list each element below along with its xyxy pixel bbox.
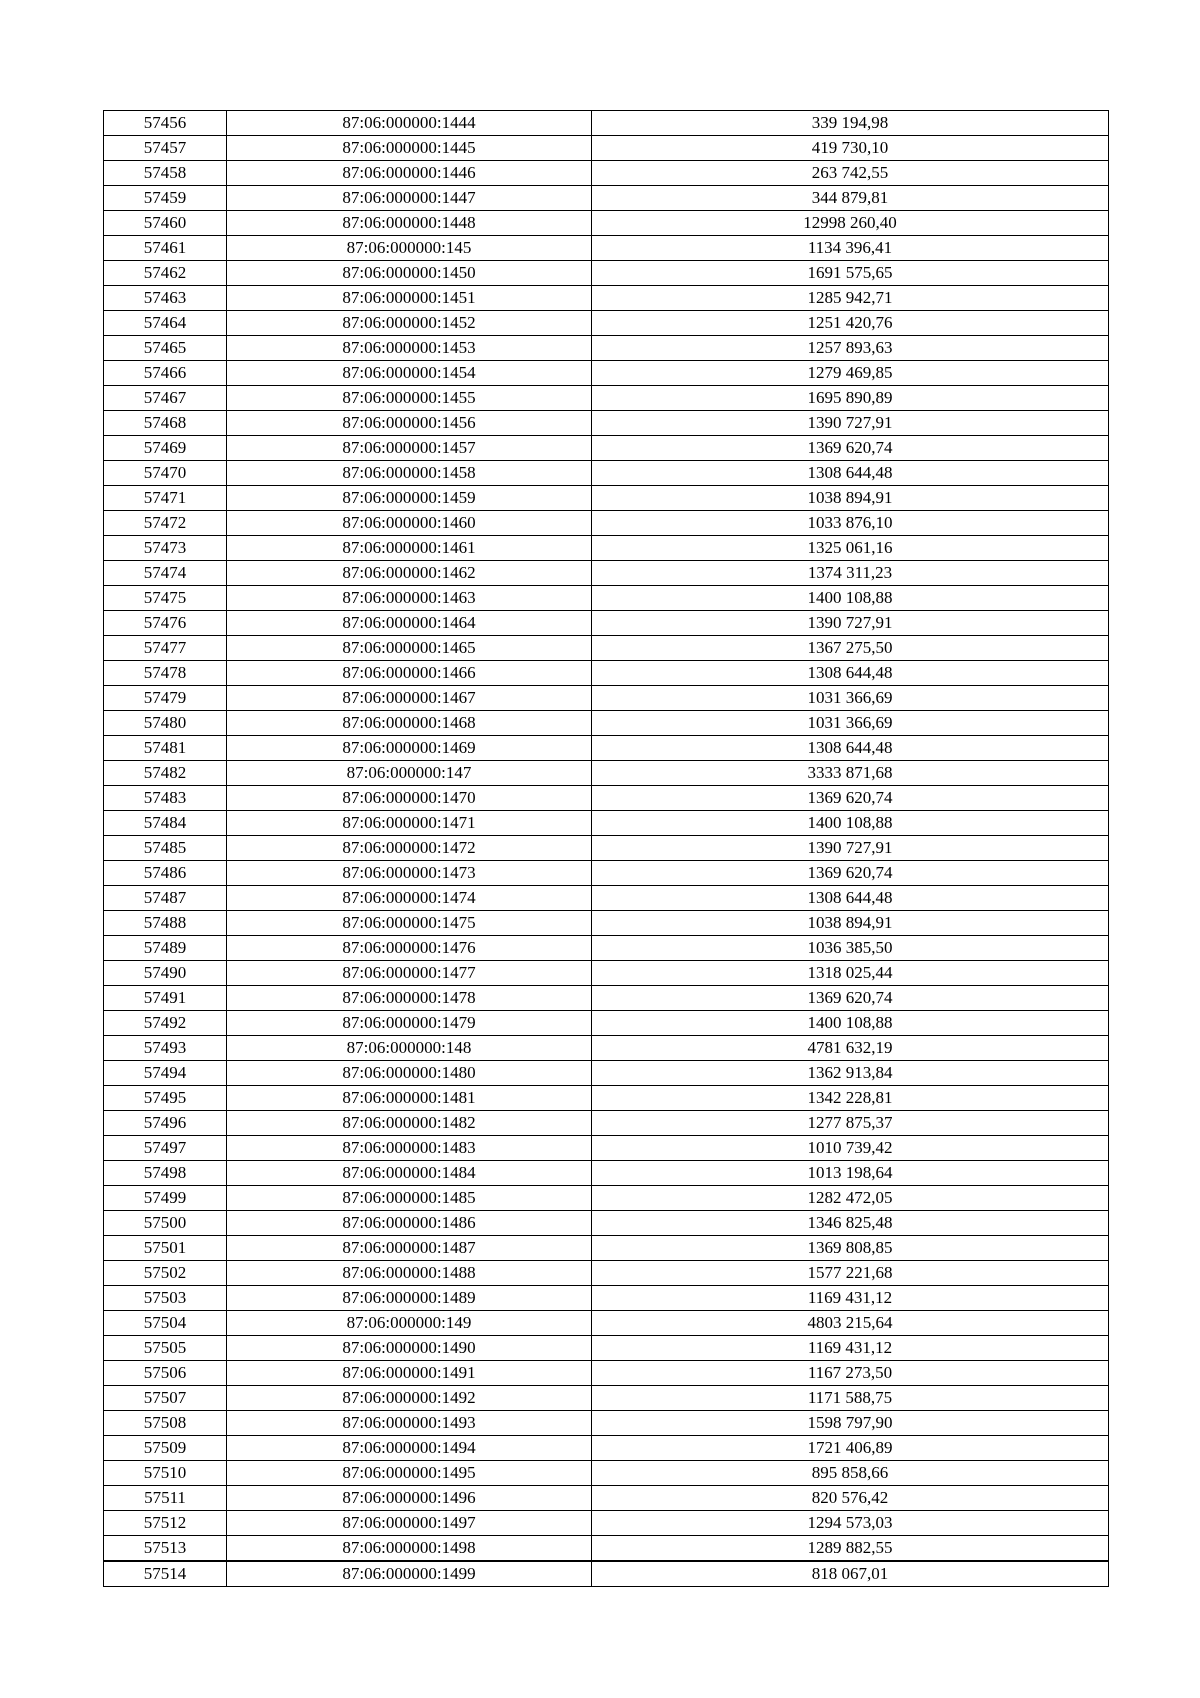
cadastral-number-cell: 87:06:000000:1471 [227,811,592,836]
row-number-cell: 57512 [104,1511,227,1536]
row-number-cell: 57480 [104,711,227,736]
cadastral-value-cell: 1038 894,91 [592,911,1109,936]
table-row [104,711,1109,736]
row-number-cell: 57475 [104,586,227,611]
cadastral-number-cell: 87:06:000000:1499 [227,1561,592,1587]
cadastral-value-cell: 1691 575,65 [592,261,1109,286]
cadastral-value-cell: 1400 108,88 [592,1011,1109,1036]
cadastral-number-cell: 87:06:000000:1475 [227,911,592,936]
table-row [104,211,1109,236]
row-number-cell: 57458 [104,161,227,186]
table-row [104,1136,1109,1161]
cadastral-value-cell: 1167 273,50 [592,1361,1109,1386]
table-row [104,336,1109,361]
table-row [104,1386,1109,1411]
table-row [104,911,1109,936]
cadastral-value-cell: 1577 221,68 [592,1261,1109,1286]
table-row [104,1186,1109,1211]
cadastral-number-cell: 87:06:000000:1454 [227,361,592,386]
row-number-cell: 57465 [104,336,227,361]
cadastral-number-cell: 87:06:000000:1478 [227,986,592,1011]
cadastral-number-cell: 87:06:000000:1487 [227,1236,592,1261]
cadastral-value-cell: 1036 385,50 [592,936,1109,961]
row-number-cell: 57495 [104,1086,227,1111]
cadastral-number-cell: 87:06:000000:1481 [227,1086,592,1111]
row-number-cell: 57497 [104,1136,227,1161]
cadastral-value-cell: 818 067,01 [592,1561,1109,1587]
table-row [104,561,1109,586]
cadastral-number-cell: 87:06:000000:1485 [227,1186,592,1211]
cadastral-number-cell: 87:06:000000:1477 [227,961,592,986]
cadastral-value-cell: 1598 797,90 [592,1411,1109,1436]
cadastral-value-cell: 1400 108,88 [592,586,1109,611]
cadastral-number-cell: 87:06:000000:1489 [227,1286,592,1311]
cadastral-value-cell: 1033 876,10 [592,511,1109,536]
row-number-cell: 57489 [104,936,227,961]
cadastral-value-table [103,110,1109,1587]
table-row [104,611,1109,636]
table-row [104,1111,1109,1136]
cadastral-number-cell: 87:06:000000:1450 [227,261,592,286]
cadastral-number-cell: 87:06:000000:1448 [227,211,592,236]
cadastral-number-cell: 87:06:000000:1486 [227,1211,592,1236]
cadastral-value-cell: 1277 875,37 [592,1111,1109,1136]
cadastral-value-cell: 1390 727,91 [592,411,1109,436]
cadastral-number-cell: 87:06:000000:1488 [227,1261,592,1286]
cadastral-number-cell: 87:06:000000:1457 [227,436,592,461]
cadastral-number-cell: 87:06:000000:147 [227,761,592,786]
row-number-cell: 57469 [104,436,227,461]
table-row [104,1286,1109,1311]
row-number-cell: 57506 [104,1361,227,1386]
cadastral-value-cell: 1031 366,69 [592,711,1109,736]
table-row [104,1511,1109,1536]
cadastral-number-cell: 87:06:000000:1498 [227,1536,592,1562]
row-number-cell: 57490 [104,961,227,986]
cadastral-number-cell: 87:06:000000:1476 [227,936,592,961]
cadastral-number-cell: 87:06:000000:1494 [227,1436,592,1461]
row-number-cell: 57509 [104,1436,227,1461]
cadastral-value-cell: 1369 620,74 [592,861,1109,886]
row-number-cell: 57474 [104,561,227,586]
cadastral-value-cell: 1031 366,69 [592,686,1109,711]
cadastral-value-cell: 1325 061,16 [592,536,1109,561]
cadastral-number-cell: 87:06:000000:1497 [227,1511,592,1536]
table-row [104,836,1109,861]
cadastral-value-cell: 1346 825,48 [592,1211,1109,1236]
table-row [104,786,1109,811]
cadastral-value-cell: 1318 025,44 [592,961,1109,986]
cadastral-value-cell: 1308 644,48 [592,661,1109,686]
row-number-cell: 57479 [104,686,227,711]
cadastral-value-cell: 1169 431,12 [592,1286,1109,1311]
row-number-cell: 57470 [104,461,227,486]
cadastral-value-cell: 263 742,55 [592,161,1109,186]
cadastral-number-cell: 87:06:000000:1462 [227,561,592,586]
cadastral-number-cell: 87:06:000000:1453 [227,336,592,361]
row-number-cell: 57507 [104,1386,227,1411]
cadastral-value-cell: 4781 632,19 [592,1036,1109,1061]
cadastral-value-cell: 1289 882,55 [592,1536,1109,1562]
row-number-cell: 57485 [104,836,227,861]
table-row [104,886,1109,911]
row-number-cell: 57459 [104,186,227,211]
cadastral-value-cell: 1308 644,48 [592,886,1109,911]
cadastral-number-cell: 87:06:000000:148 [227,1036,592,1061]
row-number-cell: 57471 [104,486,227,511]
cadastral-value-cell: 1251 420,76 [592,311,1109,336]
row-number-cell: 57477 [104,636,227,661]
row-number-cell: 57460 [104,211,227,236]
cadastral-number-cell: 87:06:000000:1461 [227,536,592,561]
table-row [104,136,1109,161]
row-number-cell: 57486 [104,861,227,886]
row-number-cell: 57505 [104,1336,227,1361]
cadastral-value-cell: 1362 913,84 [592,1061,1109,1086]
cadastral-number-cell: 87:06:000000:1490 [227,1336,592,1361]
cadastral-value-cell: 1171 588,75 [592,1386,1109,1411]
row-number-cell: 57464 [104,311,227,336]
cadastral-number-cell: 87:06:000000:1463 [227,586,592,611]
table-row [104,986,1109,1011]
row-number-cell: 57504 [104,1311,227,1336]
table-row [104,1061,1109,1086]
row-number-cell: 57499 [104,1186,227,1211]
row-number-cell: 57508 [104,1411,227,1436]
row-number-cell: 57457 [104,136,227,161]
table-row [104,1211,1109,1236]
table-row [104,1486,1109,1511]
cadastral-value-cell: 3333 871,68 [592,761,1109,786]
cadastral-number-cell: 87:06:000000:1472 [227,836,592,861]
cadastral-number-cell: 87:06:000000:1473 [227,861,592,886]
row-number-cell: 57476 [104,611,227,636]
cadastral-value-cell: 1282 472,05 [592,1186,1109,1211]
row-number-cell: 57514 [104,1561,227,1587]
table-row [104,761,1109,786]
cadastral-number-cell: 87:06:000000:1496 [227,1486,592,1511]
row-number-cell: 57494 [104,1061,227,1086]
table-row [104,811,1109,836]
cadastral-number-cell: 87:06:000000:149 [227,1311,592,1336]
cadastral-value-cell: 1285 942,71 [592,286,1109,311]
cadastral-value-cell: 339 194,98 [592,111,1109,136]
row-number-cell: 57493 [104,1036,227,1061]
table-row [104,386,1109,411]
cadastral-value-cell: 1308 644,48 [592,461,1109,486]
cadastral-number-cell: 87:06:000000:1455 [227,386,592,411]
cadastral-number-cell: 87:06:000000:1459 [227,486,592,511]
table-row [104,461,1109,486]
cadastral-number-cell: 87:06:000000:1460 [227,511,592,536]
cadastral-value-cell: 1721 406,89 [592,1436,1109,1461]
cadastral-value-cell: 1695 890,89 [592,386,1109,411]
row-number-cell: 57473 [104,536,227,561]
table-row [104,511,1109,536]
row-number-cell: 57481 [104,736,227,761]
cadastral-number-cell: 87:06:000000:1467 [227,686,592,711]
cadastral-number-cell: 87:06:000000:1479 [227,1011,592,1036]
cadastral-number-cell: 87:06:000000:1465 [227,636,592,661]
cadastral-number-cell: 87:06:000000:1493 [227,1411,592,1436]
table-row [104,1336,1109,1361]
cadastral-number-cell: 87:06:000000:1484 [227,1161,592,1186]
table-row [104,936,1109,961]
cadastral-value-cell: 1367 275,50 [592,636,1109,661]
cadastral-number-cell: 87:06:000000:1446 [227,161,592,186]
table-row [104,636,1109,661]
table-row [104,1236,1109,1261]
cadastral-number-cell: 87:06:000000:1480 [227,1061,592,1086]
table-row [104,261,1109,286]
table-row [104,861,1109,886]
row-number-cell: 57496 [104,1111,227,1136]
cadastral-value-cell: 820 576,42 [592,1486,1109,1511]
cadastral-value-cell: 1342 228,81 [592,1086,1109,1111]
table-row [104,586,1109,611]
row-number-cell: 57500 [104,1211,227,1236]
row-number-cell: 57472 [104,511,227,536]
cadastral-number-cell: 87:06:000000:1470 [227,786,592,811]
cadastral-value-cell: 1013 198,64 [592,1161,1109,1186]
cadastral-value-cell: 895 858,66 [592,1461,1109,1486]
cadastral-value-cell: 1279 469,85 [592,361,1109,386]
cadastral-value-cell: 1390 727,91 [592,836,1109,861]
row-number-cell: 57487 [104,886,227,911]
table-row [104,186,1109,211]
cadastral-value-cell: 1038 894,91 [592,486,1109,511]
row-number-cell: 57513 [104,1536,227,1562]
table-row [104,1086,1109,1111]
table-body [104,111,1109,1587]
cadastral-number-cell: 87:06:000000:1447 [227,186,592,211]
table-row [104,361,1109,386]
row-number-cell: 57503 [104,1286,227,1311]
cadastral-value-cell: 1374 311,23 [592,561,1109,586]
row-number-cell: 57456 [104,111,227,136]
cadastral-number-cell: 87:06:000000:1492 [227,1386,592,1411]
table-row [104,961,1109,986]
cadastral-value-cell: 1257 893,63 [592,336,1109,361]
table-row [104,736,1109,761]
cadastral-number-cell: 87:06:000000:1466 [227,661,592,686]
table-row [104,311,1109,336]
cadastral-value-cell: 12998 260,40 [592,211,1109,236]
row-number-cell: 57491 [104,986,227,1011]
table-row [104,111,1109,136]
cadastral-number-cell: 87:06:000000:1464 [227,611,592,636]
row-number-cell: 57462 [104,261,227,286]
cadastral-number-cell: 87:06:000000:1445 [227,136,592,161]
table-row [104,1361,1109,1386]
row-number-cell: 57498 [104,1161,227,1186]
cadastral-value-cell: 419 730,10 [592,136,1109,161]
table-row [104,1561,1109,1587]
row-number-cell: 57483 [104,786,227,811]
cadastral-value-cell: 1369 808,85 [592,1236,1109,1261]
table-row [104,1161,1109,1186]
cadastral-value-cell: 1169 431,12 [592,1336,1109,1361]
row-number-cell: 57482 [104,761,227,786]
cadastral-value-cell: 344 879,81 [592,186,1109,211]
row-number-cell: 57478 [104,661,227,686]
row-number-cell: 57510 [104,1461,227,1486]
table-row [104,1011,1109,1036]
row-number-cell: 57461 [104,236,227,261]
cadastral-value-cell: 1400 108,88 [592,811,1109,836]
cadastral-number-cell: 87:06:000000:1491 [227,1361,592,1386]
row-number-cell: 57492 [104,1011,227,1036]
row-number-cell: 57466 [104,361,227,386]
row-number-cell: 57463 [104,286,227,311]
cadastral-number-cell: 87:06:000000:1456 [227,411,592,436]
cadastral-number-cell: 87:06:000000:1495 [227,1461,592,1486]
table-row [104,1461,1109,1486]
table-row [104,1411,1109,1436]
cadastral-value-cell: 1369 620,74 [592,786,1109,811]
cadastral-value-cell: 1390 727,91 [592,611,1109,636]
table-row [104,1436,1109,1461]
cadastral-number-cell: 87:06:000000:1474 [227,886,592,911]
table-row [104,1536,1109,1562]
cadastral-number-cell: 87:06:000000:1458 [227,461,592,486]
table-row [104,1036,1109,1061]
table-row [104,536,1109,561]
cadastral-number-cell: 87:06:000000:1444 [227,111,592,136]
row-number-cell: 57511 [104,1486,227,1511]
table-row [104,161,1109,186]
cadastral-number-cell: 87:06:000000:1451 [227,286,592,311]
cadastral-value-cell: 4803 215,64 [592,1311,1109,1336]
table-row [104,686,1109,711]
table-row [104,411,1109,436]
cadastral-value-cell: 1134 396,41 [592,236,1109,261]
table-row [104,486,1109,511]
table-row [104,286,1109,311]
table-row [104,661,1109,686]
row-number-cell: 57468 [104,411,227,436]
table-row [104,1311,1109,1336]
cadastral-number-cell: 87:06:000000:1482 [227,1111,592,1136]
cadastral-number-cell: 87:06:000000:1483 [227,1136,592,1161]
row-number-cell: 57488 [104,911,227,936]
row-number-cell: 57484 [104,811,227,836]
cadastral-value-cell: 1369 620,74 [592,436,1109,461]
cadastral-value-cell: 1369 620,74 [592,986,1109,1011]
row-number-cell: 57501 [104,1236,227,1261]
cadastral-value-cell: 1010 739,42 [592,1136,1109,1161]
cadastral-value-cell: 1294 573,03 [592,1511,1109,1536]
cadastral-number-cell: 87:06:000000:1468 [227,711,592,736]
table-row [104,1261,1109,1286]
cadastral-number-cell: 87:06:000000:1469 [227,736,592,761]
cadastral-number-cell: 87:06:000000:145 [227,236,592,261]
row-number-cell: 57467 [104,386,227,411]
table-row [104,236,1109,261]
cadastral-value-cell: 1308 644,48 [592,736,1109,761]
table-row [104,436,1109,461]
row-number-cell: 57502 [104,1261,227,1286]
cadastral-number-cell: 87:06:000000:1452 [227,311,592,336]
